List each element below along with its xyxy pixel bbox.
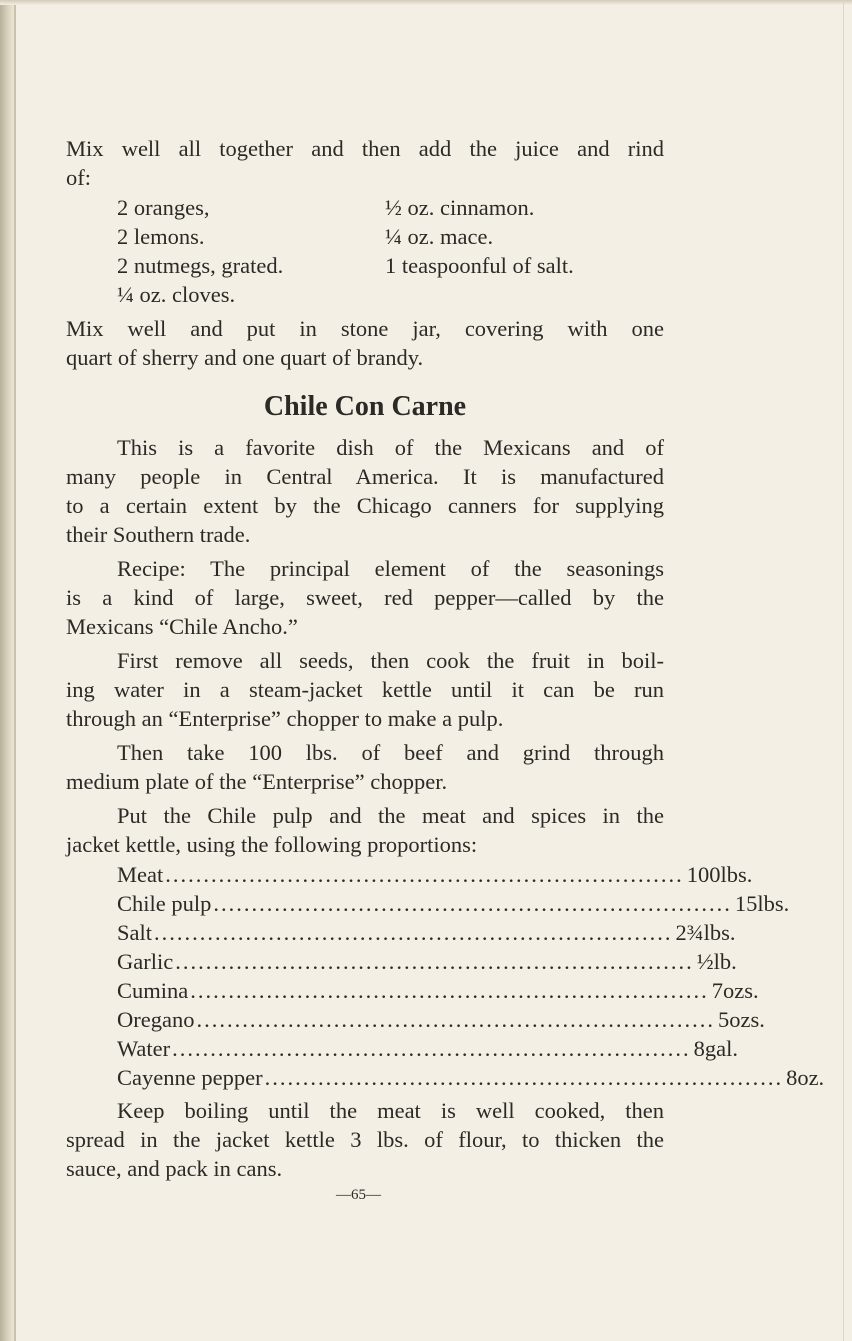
proportion-item: Cayenne pepper xyxy=(117,1065,263,1090)
proportion-unit: ozs. xyxy=(723,978,759,1003)
proportion-amount: 15 xyxy=(734,891,758,916)
text-line: Mexicans “Chile Ancho.” xyxy=(66,614,298,639)
text-line: ing water in a steam-jacket kettle until it can be run xyxy=(66,677,664,702)
proportion-amount: 5 xyxy=(717,1007,730,1032)
page-right-edge xyxy=(843,0,844,1341)
leader-dots: .................................................................... xyxy=(154,920,673,945)
proportion-amount: ½ xyxy=(696,949,714,974)
leader-dots: .................................................................... xyxy=(190,978,709,1003)
leader-dots: .................................................................... xyxy=(213,891,732,916)
proportion-amount: 8 xyxy=(786,1065,798,1090)
mix-paragraph xyxy=(66,314,664,372)
leader-dots: .................................................................... xyxy=(196,1007,715,1032)
proportion-item: Meat xyxy=(117,862,164,887)
proportion-item: Chile pulp xyxy=(117,891,212,916)
paragraph-5 xyxy=(66,801,664,859)
proportion-unit: ozs. xyxy=(729,1007,765,1032)
ingredient-item: 1 teaspoonful of salt. xyxy=(385,253,574,278)
text-line: to a certain extent by the Chicago canners for supplying xyxy=(66,493,664,518)
text-line: medium plate of the “Enterprise” chopper. xyxy=(66,769,448,794)
proportion-item: Oregano xyxy=(117,1007,195,1032)
paragraph-4 xyxy=(66,738,664,796)
text-line: sauce, and pack in cans. xyxy=(66,1156,283,1181)
mix-line: quart of sherry and one quart of brandy. xyxy=(66,345,424,370)
ingredient-item: ½ oz. cinnamon. xyxy=(385,195,535,220)
proportion-row xyxy=(117,1063,825,1092)
proportion-item: Water xyxy=(117,1036,171,1061)
mix-line: Mix well and put in stone jar, covering with one xyxy=(66,316,664,341)
text-line: Then take 100 lbs. of beef and grind through xyxy=(117,740,664,765)
leader-dots: .................................................................... xyxy=(165,862,684,887)
text-line: Put the Chile pulp and the meat and spices in the xyxy=(117,803,664,828)
ingredient-item: 2 nutmegs, grated. xyxy=(117,253,284,278)
text-line: many people in Central America. It is manufactured xyxy=(66,464,664,489)
proportion-item: Salt xyxy=(117,920,153,945)
proportion-amount: 7 xyxy=(711,978,723,1003)
ingredient-item: ¼ oz. cloves. xyxy=(117,282,236,307)
proportion-row xyxy=(117,947,737,976)
proportion-row xyxy=(117,918,736,947)
text-line: First remove all seeds, then cook the fruit in boil- xyxy=(117,648,664,673)
text-line: spread in the jacket kettle 3 lbs. of flour, to thicken the xyxy=(66,1127,664,1152)
text-line: Keep boiling until the meat is well cooked, then xyxy=(117,1098,664,1123)
text-line: is a kind of large, sweet, red pepper—called by the xyxy=(66,585,664,610)
proportion-row xyxy=(117,1005,765,1034)
paragraph-2 xyxy=(66,554,664,641)
leader-dots: .................................................................... xyxy=(175,949,694,974)
text-line: jacket kettle, using the following proportions: xyxy=(66,832,478,857)
proportion-unit: lb. xyxy=(713,949,737,974)
text-line: through an “Enterprise” chopper to make a pulp. xyxy=(66,706,504,731)
proportion-unit: oz. xyxy=(797,1065,825,1090)
proportion-amount: 8 xyxy=(693,1036,705,1061)
proportion-item: Cumina xyxy=(117,978,189,1003)
ingredient-item: 2 lemons. xyxy=(117,224,205,249)
proportion-row xyxy=(117,976,759,1005)
page-binding-edge xyxy=(0,0,14,1341)
proportion-unit: lbs. xyxy=(720,862,753,887)
text-line: Recipe: The principal element of the seasonings xyxy=(117,556,664,581)
intro-line: of: xyxy=(66,165,91,190)
section-title: Chile Con Carne xyxy=(263,391,467,422)
binding-line xyxy=(14,0,16,1341)
proportion-amount: 2¾ xyxy=(675,920,704,945)
page-top-edge xyxy=(0,0,852,5)
paragraph-1 xyxy=(66,433,664,549)
leader-dots: .................................................................... xyxy=(264,1065,784,1090)
text-line: their Southern trade. xyxy=(66,522,251,547)
text-line: This is a favorite dish of the Mexicans and of xyxy=(117,435,664,460)
proportion-unit: lbs. xyxy=(703,920,736,945)
proportion-row xyxy=(117,860,753,889)
proportion-row xyxy=(117,889,790,918)
proportion-unit: gal. xyxy=(704,1036,739,1061)
leader-dots: .................................................................... xyxy=(172,1036,691,1061)
ingredient-item: 2 oranges, xyxy=(117,195,210,220)
ingredient-item: ¼ oz. mace. xyxy=(385,224,494,249)
paragraph-3 xyxy=(66,646,664,733)
intro-line: Mix well all together and then add the juice and rind xyxy=(66,136,664,161)
proportion-amount: 100 xyxy=(686,862,721,887)
page-number: —65— xyxy=(336,1187,381,1203)
proportion-unit: lbs. xyxy=(757,891,790,916)
intro-paragraph xyxy=(66,134,664,192)
paragraph-6 xyxy=(66,1096,664,1183)
proportion-row xyxy=(117,1034,739,1063)
proportion-item: Garlic xyxy=(117,949,174,974)
